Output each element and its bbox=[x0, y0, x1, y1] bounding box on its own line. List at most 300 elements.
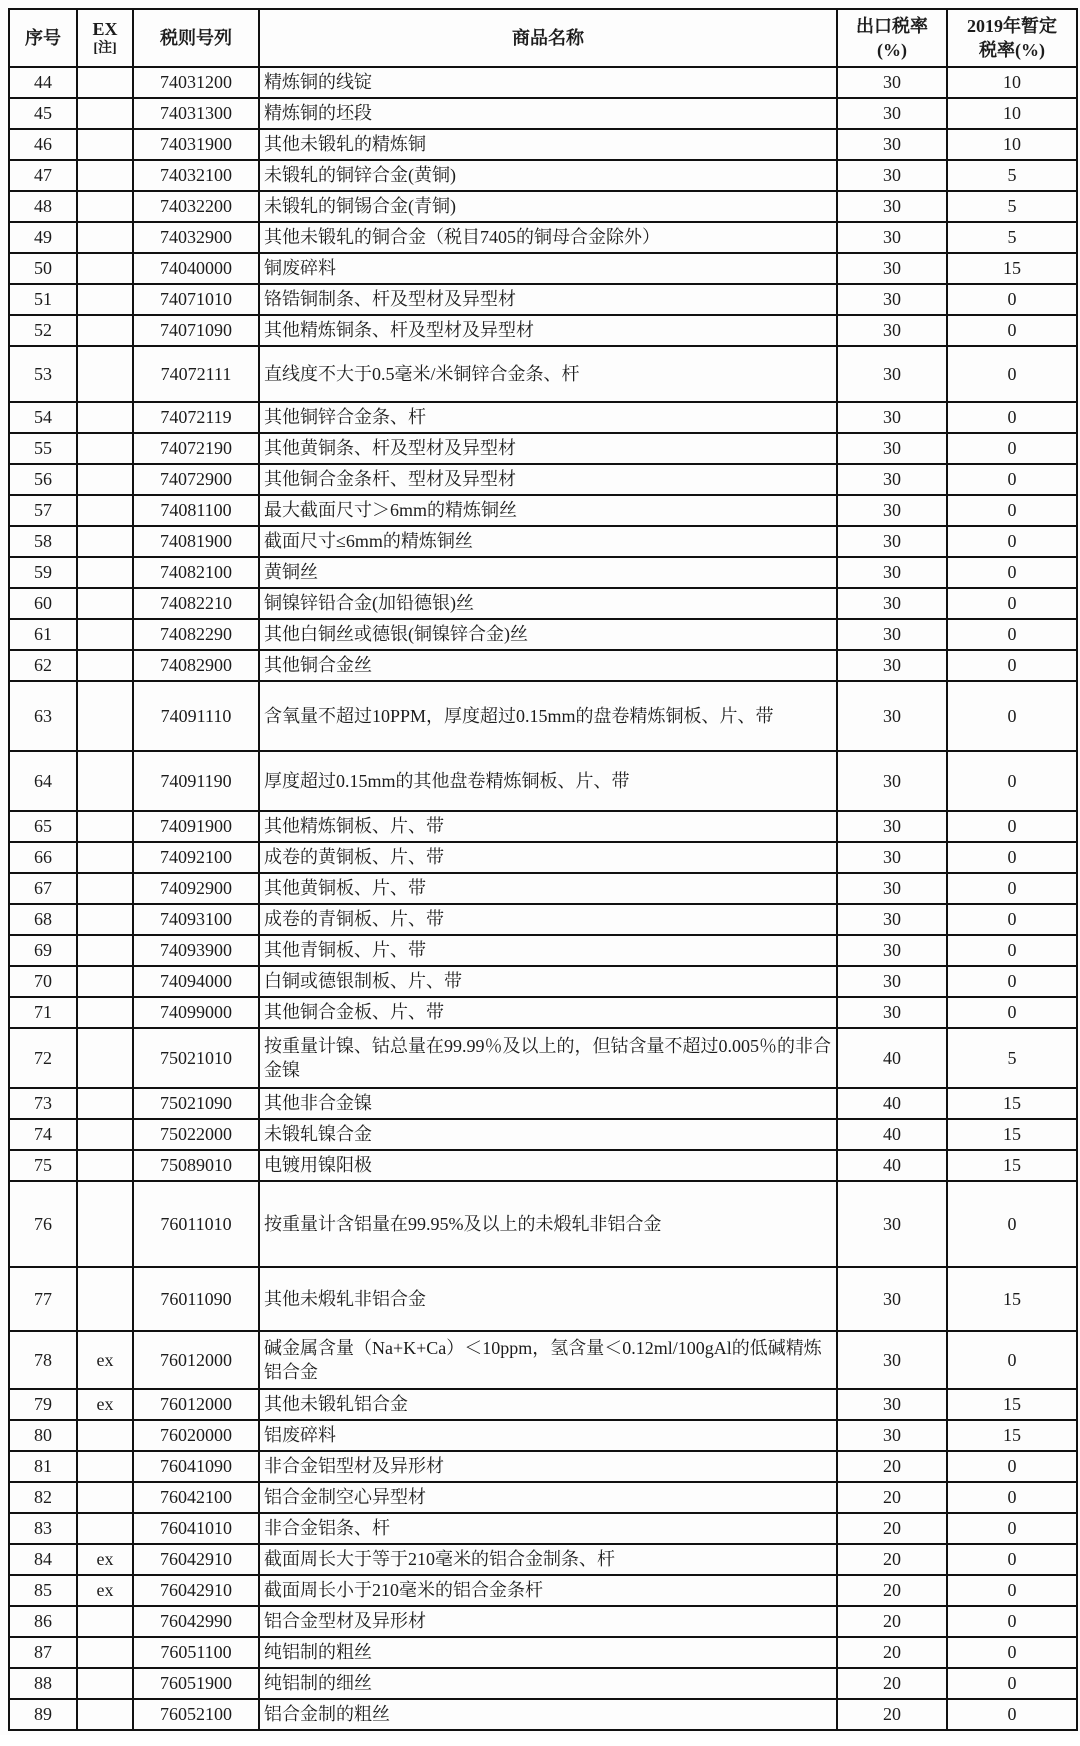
table-row bbox=[9, 253, 1077, 284]
cell-serial-number: 61 bbox=[9, 619, 77, 650]
cell-provisional-rate: 10 bbox=[947, 67, 1077, 98]
cell-provisional-rate: 0 bbox=[947, 1668, 1077, 1699]
table-row bbox=[9, 67, 1077, 98]
cell-tariff-code: 74071010 bbox=[133, 284, 259, 315]
cell-ex-flag bbox=[77, 904, 133, 935]
cell-provisional-rate: 0 bbox=[947, 681, 1077, 751]
cell-tariff-code: 74081900 bbox=[133, 526, 259, 557]
cell-export-rate: 30 bbox=[837, 681, 947, 751]
table-row bbox=[9, 966, 1077, 997]
cell-tariff-code: 74091900 bbox=[133, 811, 259, 842]
cell-serial-number: 87 bbox=[9, 1637, 77, 1668]
cell-serial-number: 49 bbox=[9, 222, 77, 253]
cell-ex-flag bbox=[77, 751, 133, 811]
table-row bbox=[9, 495, 1077, 526]
cell-product-name: 精炼铜的坯段 bbox=[259, 98, 837, 129]
col-header-serial-label: 序号 bbox=[25, 27, 61, 48]
cell-serial-number: 75 bbox=[9, 1150, 77, 1181]
cell-export-rate: 30 bbox=[837, 98, 947, 129]
cell-provisional-rate: 0 bbox=[947, 464, 1077, 495]
cell-serial-number: 50 bbox=[9, 253, 77, 284]
table-row bbox=[9, 681, 1077, 751]
cell-product-name: 其他黄铜条、杆及型材及异型材 bbox=[259, 433, 837, 464]
cell-product-name: 直线度不大于0.5毫米/米铜锌合金条、杆 bbox=[259, 346, 837, 402]
cell-provisional-rate: 0 bbox=[947, 751, 1077, 811]
cell-provisional-rate: 0 bbox=[947, 650, 1077, 681]
cell-provisional-rate: 5 bbox=[947, 160, 1077, 191]
cell-product-name: 铝废碎料 bbox=[259, 1420, 837, 1451]
cell-tariff-code: 76042910 bbox=[133, 1575, 259, 1606]
col-header-product-name-label: 商品名称 bbox=[512, 27, 584, 48]
cell-tariff-code: 76052100 bbox=[133, 1699, 259, 1730]
cell-export-rate: 30 bbox=[837, 966, 947, 997]
cell-export-rate: 30 bbox=[837, 284, 947, 315]
table-row bbox=[9, 346, 1077, 402]
table-row bbox=[9, 751, 1077, 811]
table-body bbox=[9, 67, 1077, 1730]
table-row bbox=[9, 315, 1077, 346]
cell-serial-number: 67 bbox=[9, 873, 77, 904]
cell-export-rate: 30 bbox=[837, 997, 947, 1028]
cell-serial-number: 63 bbox=[9, 681, 77, 751]
cell-serial-number: 54 bbox=[9, 402, 77, 433]
cell-export-rate: 30 bbox=[837, 873, 947, 904]
cell-ex-flag bbox=[77, 98, 133, 129]
cell-tariff-code: 74094000 bbox=[133, 966, 259, 997]
table-row bbox=[9, 1420, 1077, 1451]
cell-provisional-rate: 0 bbox=[947, 1606, 1077, 1637]
cell-ex-flag bbox=[77, 346, 133, 402]
cell-ex-flag: ex bbox=[77, 1544, 133, 1575]
cell-tariff-code: 74032100 bbox=[133, 160, 259, 191]
col-header-ex-label: EX bbox=[92, 19, 118, 40]
cell-product-name: 未锻轧的铜锌合金(黄铜) bbox=[259, 160, 837, 191]
cell-provisional-rate: 15 bbox=[947, 1119, 1077, 1150]
col-header-export-rate bbox=[837, 9, 947, 67]
cell-ex-flag bbox=[77, 1513, 133, 1544]
cell-serial-number: 65 bbox=[9, 811, 77, 842]
cell-ex-flag bbox=[77, 464, 133, 495]
cell-product-name: 成卷的青铜板、片、带 bbox=[259, 904, 837, 935]
cell-product-name: 成卷的黄铜板、片、带 bbox=[259, 842, 837, 873]
cell-provisional-rate: 0 bbox=[947, 557, 1077, 588]
cell-tariff-code: 74072111 bbox=[133, 346, 259, 402]
cell-product-name: 电镀用镍阳极 bbox=[259, 1150, 837, 1181]
cell-product-name: 其他铜锌合金条、杆 bbox=[259, 402, 837, 433]
table-row bbox=[9, 433, 1077, 464]
cell-export-rate: 20 bbox=[837, 1637, 947, 1668]
cell-export-rate: 30 bbox=[837, 904, 947, 935]
cell-serial-number: 82 bbox=[9, 1482, 77, 1513]
cell-ex-flag bbox=[77, 650, 133, 681]
cell-export-rate: 20 bbox=[837, 1513, 947, 1544]
cell-tariff-code: 74093100 bbox=[133, 904, 259, 935]
cell-serial-number: 68 bbox=[9, 904, 77, 935]
cell-export-rate: 30 bbox=[837, 811, 947, 842]
cell-tariff-code: 76011010 bbox=[133, 1181, 259, 1267]
cell-export-rate: 30 bbox=[837, 67, 947, 98]
table-row bbox=[9, 191, 1077, 222]
cell-provisional-rate: 15 bbox=[947, 1267, 1077, 1331]
cell-ex-flag bbox=[77, 1637, 133, 1668]
cell-tariff-code: 75021090 bbox=[133, 1088, 259, 1119]
table-row bbox=[9, 402, 1077, 433]
cell-tariff-code: 75089010 bbox=[133, 1150, 259, 1181]
cell-provisional-rate: 10 bbox=[947, 98, 1077, 129]
cell-serial-number: 53 bbox=[9, 346, 77, 402]
cell-serial-number: 59 bbox=[9, 557, 77, 588]
cell-ex-flag bbox=[77, 873, 133, 904]
cell-serial-number: 81 bbox=[9, 1451, 77, 1482]
table-row bbox=[9, 873, 1077, 904]
cell-ex-flag bbox=[77, 681, 133, 751]
cell-tariff-code: 74099000 bbox=[133, 997, 259, 1028]
col-header-export-rate-unit: (%) bbox=[877, 40, 907, 60]
cell-tariff-code: 74031200 bbox=[133, 67, 259, 98]
cell-serial-number: 44 bbox=[9, 67, 77, 98]
cell-serial-number: 64 bbox=[9, 751, 77, 811]
cell-ex-flag bbox=[77, 619, 133, 650]
cell-ex-flag bbox=[77, 1482, 133, 1513]
cell-ex-flag bbox=[77, 495, 133, 526]
cell-provisional-rate: 15 bbox=[947, 1150, 1077, 1181]
cell-serial-number: 58 bbox=[9, 526, 77, 557]
cell-product-name: 其他黄铜板、片、带 bbox=[259, 873, 837, 904]
cell-product-name: 含氧量不超过10PPM，厚度超过0.15mm的盘卷精炼铜板、片、带 bbox=[259, 681, 837, 751]
cell-ex-flag bbox=[77, 160, 133, 191]
table-row bbox=[9, 526, 1077, 557]
cell-tariff-code: 76020000 bbox=[133, 1420, 259, 1451]
col-header-provisional-rate-label: 2019年暂定 bbox=[967, 15, 1057, 36]
cell-provisional-rate: 5 bbox=[947, 1028, 1077, 1088]
cell-product-name: 其他铜合金条杆、型材及异型材 bbox=[259, 464, 837, 495]
cell-tariff-code: 74072900 bbox=[133, 464, 259, 495]
table-row bbox=[9, 1606, 1077, 1637]
cell-serial-number: 79 bbox=[9, 1389, 77, 1420]
cell-ex-flag bbox=[77, 588, 133, 619]
table-row bbox=[9, 160, 1077, 191]
cell-export-rate: 30 bbox=[837, 346, 947, 402]
table-row bbox=[9, 222, 1077, 253]
table-row bbox=[9, 1150, 1077, 1181]
cell-tariff-code: 76041010 bbox=[133, 1513, 259, 1544]
table-row bbox=[9, 1544, 1077, 1575]
cell-tariff-code: 74082900 bbox=[133, 650, 259, 681]
cell-product-name: 黄铜丝 bbox=[259, 557, 837, 588]
cell-tariff-code: 76051900 bbox=[133, 1668, 259, 1699]
cell-serial-number: 62 bbox=[9, 650, 77, 681]
cell-ex-flag bbox=[77, 1267, 133, 1331]
table-row bbox=[9, 1575, 1077, 1606]
table-row bbox=[9, 1482, 1077, 1513]
table-row bbox=[9, 557, 1077, 588]
col-header-export-rate-label: 出口税率 bbox=[856, 15, 928, 36]
cell-export-rate: 20 bbox=[837, 1699, 947, 1730]
cell-ex-flag bbox=[77, 1181, 133, 1267]
cell-tariff-code: 74032900 bbox=[133, 222, 259, 253]
cell-export-rate: 30 bbox=[837, 935, 947, 966]
cell-serial-number: 66 bbox=[9, 842, 77, 873]
cell-provisional-rate: 0 bbox=[947, 619, 1077, 650]
cell-serial-number: 80 bbox=[9, 1420, 77, 1451]
cell-tariff-code: 74040000 bbox=[133, 253, 259, 284]
table-row bbox=[9, 997, 1077, 1028]
cell-tariff-code: 74091190 bbox=[133, 751, 259, 811]
cell-tariff-code: 76041090 bbox=[133, 1451, 259, 1482]
cell-serial-number: 55 bbox=[9, 433, 77, 464]
cell-product-name: 非合金铝型材及异形材 bbox=[259, 1451, 837, 1482]
cell-product-name: 截面尺寸≤6mm的精炼铜丝 bbox=[259, 526, 837, 557]
cell-product-name: 碱金属含量（Na+K+Ca）＜10ppm，氢含量＜0.12ml/100gAl的低碱精炼铝合金 bbox=[259, 1331, 837, 1389]
cell-product-name: 铜镍锌铅合金(加铅德银)丝 bbox=[259, 588, 837, 619]
cell-ex-flag bbox=[77, 402, 133, 433]
cell-provisional-rate: 0 bbox=[947, 1482, 1077, 1513]
table-row bbox=[9, 284, 1077, 315]
cell-serial-number: 57 bbox=[9, 495, 77, 526]
cell-provisional-rate: 15 bbox=[947, 1088, 1077, 1119]
cell-ex-flag bbox=[77, 284, 133, 315]
cell-tariff-code: 74082100 bbox=[133, 557, 259, 588]
table-row bbox=[9, 1668, 1077, 1699]
cell-product-name: 其他非合金镍 bbox=[259, 1088, 837, 1119]
cell-export-rate: 20 bbox=[837, 1544, 947, 1575]
cell-provisional-rate: 0 bbox=[947, 935, 1077, 966]
cell-serial-number: 48 bbox=[9, 191, 77, 222]
cell-product-name: 非合金铝条、杆 bbox=[259, 1513, 837, 1544]
cell-product-name: 铝合金制的粗丝 bbox=[259, 1699, 837, 1730]
cell-provisional-rate: 0 bbox=[947, 842, 1077, 873]
cell-serial-number: 74 bbox=[9, 1119, 77, 1150]
cell-export-rate: 30 bbox=[837, 253, 947, 284]
col-header-ex-note: [注] bbox=[93, 40, 117, 56]
cell-export-rate: 20 bbox=[837, 1606, 947, 1637]
table-row bbox=[9, 1028, 1077, 1088]
cell-provisional-rate: 0 bbox=[947, 315, 1077, 346]
cell-export-rate: 40 bbox=[837, 1150, 947, 1181]
cell-tariff-code: 76012000 bbox=[133, 1331, 259, 1389]
cell-ex-flag bbox=[77, 1150, 133, 1181]
table-row bbox=[9, 1699, 1077, 1730]
cell-product-name: 其他青铜板、片、带 bbox=[259, 935, 837, 966]
cell-tariff-code: 76051100 bbox=[133, 1637, 259, 1668]
cell-provisional-rate: 5 bbox=[947, 222, 1077, 253]
cell-product-name: 铝合金型材及异形材 bbox=[259, 1606, 837, 1637]
cell-product-name: 其他未锻轧的铜合金（税目7405的铜母合金除外） bbox=[259, 222, 837, 253]
cell-provisional-rate: 0 bbox=[947, 495, 1077, 526]
cell-provisional-rate: 0 bbox=[947, 1513, 1077, 1544]
cell-provisional-rate: 15 bbox=[947, 1420, 1077, 1451]
cell-ex-flag bbox=[77, 1119, 133, 1150]
cell-tariff-code: 74091110 bbox=[133, 681, 259, 751]
cell-tariff-code: 75022000 bbox=[133, 1119, 259, 1150]
cell-product-name: 截面周长大于等于210毫米的铝合金制条、杆 bbox=[259, 1544, 837, 1575]
cell-product-name: 其他精炼铜条、杆及型材及异型材 bbox=[259, 315, 837, 346]
table-header bbox=[9, 9, 1077, 67]
cell-provisional-rate: 0 bbox=[947, 1181, 1077, 1267]
cell-ex-flag bbox=[77, 966, 133, 997]
cell-export-rate: 20 bbox=[837, 1575, 947, 1606]
header-row bbox=[9, 9, 1077, 67]
cell-serial-number: 52 bbox=[9, 315, 77, 346]
cell-serial-number: 84 bbox=[9, 1544, 77, 1575]
cell-tariff-code: 74072119 bbox=[133, 402, 259, 433]
cell-provisional-rate: 0 bbox=[947, 1544, 1077, 1575]
cell-tariff-code: 75021010 bbox=[133, 1028, 259, 1088]
cell-product-name: 其他精炼铜板、片、带 bbox=[259, 811, 837, 842]
cell-serial-number: 72 bbox=[9, 1028, 77, 1088]
cell-serial-number: 51 bbox=[9, 284, 77, 315]
cell-tariff-code: 74082290 bbox=[133, 619, 259, 650]
cell-export-rate: 20 bbox=[837, 1482, 947, 1513]
cell-export-rate: 30 bbox=[837, 526, 947, 557]
cell-export-rate: 30 bbox=[837, 557, 947, 588]
table-row bbox=[9, 588, 1077, 619]
cell-ex-flag bbox=[77, 191, 133, 222]
cell-tariff-code: 74081100 bbox=[133, 495, 259, 526]
table-row bbox=[9, 650, 1077, 681]
cell-product-name: 其他铜合金板、片、带 bbox=[259, 997, 837, 1028]
cell-ex-flag bbox=[77, 433, 133, 464]
cell-tariff-code: 74082210 bbox=[133, 588, 259, 619]
cell-serial-number: 73 bbox=[9, 1088, 77, 1119]
cell-ex-flag bbox=[77, 1451, 133, 1482]
cell-ex-flag bbox=[77, 253, 133, 284]
table-row bbox=[9, 1119, 1077, 1150]
cell-product-name: 其他铜合金丝 bbox=[259, 650, 837, 681]
cell-export-rate: 30 bbox=[837, 1420, 947, 1451]
table-row bbox=[9, 811, 1077, 842]
cell-tariff-code: 74092900 bbox=[133, 873, 259, 904]
cell-tariff-code: 74031300 bbox=[133, 98, 259, 129]
cell-ex-flag bbox=[77, 1699, 133, 1730]
cell-product-name: 最大截面尺寸＞6mm的精炼铜丝 bbox=[259, 495, 837, 526]
cell-provisional-rate: 0 bbox=[947, 811, 1077, 842]
cell-product-name: 按重量计含铝量在99.95%及以上的未煅轧非铝合金 bbox=[259, 1181, 837, 1267]
cell-ex-flag bbox=[77, 315, 133, 346]
cell-tariff-code: 76042910 bbox=[133, 1544, 259, 1575]
cell-export-rate: 30 bbox=[837, 1267, 947, 1331]
table-row bbox=[9, 904, 1077, 935]
tariff-rate-table bbox=[8, 8, 1078, 1731]
cell-serial-number: 71 bbox=[9, 997, 77, 1028]
cell-export-rate: 30 bbox=[837, 222, 947, 253]
cell-serial-number: 83 bbox=[9, 1513, 77, 1544]
cell-provisional-rate: 0 bbox=[947, 526, 1077, 557]
cell-tariff-code: 74031900 bbox=[133, 129, 259, 160]
cell-ex-flag bbox=[77, 129, 133, 160]
cell-ex-flag: ex bbox=[77, 1389, 133, 1420]
col-header-ex bbox=[77, 9, 133, 67]
cell-provisional-rate: 0 bbox=[947, 284, 1077, 315]
table-row bbox=[9, 619, 1077, 650]
cell-product-name: 白铜或德银制板、片、带 bbox=[259, 966, 837, 997]
table-row bbox=[9, 842, 1077, 873]
cell-product-name: 其他未煅轧非铝合金 bbox=[259, 1267, 837, 1331]
col-header-tariff-code-label: 税则号列 bbox=[160, 27, 232, 48]
cell-provisional-rate: 0 bbox=[947, 588, 1077, 619]
cell-provisional-rate: 0 bbox=[947, 1699, 1077, 1730]
cell-ex-flag bbox=[77, 526, 133, 557]
cell-serial-number: 89 bbox=[9, 1699, 77, 1730]
cell-export-rate: 20 bbox=[837, 1668, 947, 1699]
cell-provisional-rate: 5 bbox=[947, 191, 1077, 222]
cell-tariff-code: 74032200 bbox=[133, 191, 259, 222]
table-row bbox=[9, 129, 1077, 160]
cell-serial-number: 45 bbox=[9, 98, 77, 129]
cell-export-rate: 30 bbox=[837, 650, 947, 681]
table-row bbox=[9, 1389, 1077, 1420]
cell-export-rate: 30 bbox=[837, 402, 947, 433]
cell-export-rate: 40 bbox=[837, 1028, 947, 1088]
cell-ex-flag bbox=[77, 1668, 133, 1699]
cell-ex-flag bbox=[77, 811, 133, 842]
cell-export-rate: 30 bbox=[837, 495, 947, 526]
cell-provisional-rate: 0 bbox=[947, 997, 1077, 1028]
cell-tariff-code: 74071090 bbox=[133, 315, 259, 346]
cell-export-rate: 30 bbox=[837, 842, 947, 873]
col-header-product-name bbox=[259, 9, 837, 67]
cell-ex-flag bbox=[77, 67, 133, 98]
table-row bbox=[9, 1088, 1077, 1119]
cell-product-name: 其他未锻轧的精炼铜 bbox=[259, 129, 837, 160]
cell-tariff-code: 76042990 bbox=[133, 1606, 259, 1637]
cell-product-name: 截面周长小于210毫米的铝合金条杆 bbox=[259, 1575, 837, 1606]
cell-product-name: 纯铝制的细丝 bbox=[259, 1668, 837, 1699]
cell-tariff-code: 74093900 bbox=[133, 935, 259, 966]
cell-product-name: 铝合金制空心异型材 bbox=[259, 1482, 837, 1513]
cell-serial-number: 76 bbox=[9, 1181, 77, 1267]
cell-serial-number: 77 bbox=[9, 1267, 77, 1331]
cell-product-name: 其他白铜丝或德银(铜镍锌合金)丝 bbox=[259, 619, 837, 650]
cell-provisional-rate: 0 bbox=[947, 346, 1077, 402]
cell-product-name: 铬锆铜制条、杆及型材及异型材 bbox=[259, 284, 837, 315]
cell-serial-number: 47 bbox=[9, 160, 77, 191]
table-row bbox=[9, 464, 1077, 495]
cell-product-name: 其他未锻轧铝合金 bbox=[259, 1389, 837, 1420]
cell-provisional-rate: 0 bbox=[947, 966, 1077, 997]
cell-serial-number: 86 bbox=[9, 1606, 77, 1637]
cell-tariff-code: 74072190 bbox=[133, 433, 259, 464]
table-row bbox=[9, 935, 1077, 966]
cell-ex-flag bbox=[77, 842, 133, 873]
cell-serial-number: 70 bbox=[9, 966, 77, 997]
cell-product-name: 按重量计镍、钴总量在99.99％及以上的，但钴含量不超过0.005％的非合金镍 bbox=[259, 1028, 837, 1088]
cell-ex-flag bbox=[77, 1028, 133, 1088]
cell-provisional-rate: 0 bbox=[947, 904, 1077, 935]
col-header-tariff-code bbox=[133, 9, 259, 67]
cell-provisional-rate: 0 bbox=[947, 433, 1077, 464]
cell-ex-flag bbox=[77, 935, 133, 966]
cell-export-rate: 30 bbox=[837, 433, 947, 464]
cell-provisional-rate: 15 bbox=[947, 253, 1077, 284]
col-header-serial-number bbox=[9, 9, 77, 67]
cell-serial-number: 78 bbox=[9, 1331, 77, 1389]
cell-export-rate: 30 bbox=[837, 191, 947, 222]
cell-product-name: 未锻轧的铜锡合金(青铜) bbox=[259, 191, 837, 222]
cell-product-name: 纯铝制的粗丝 bbox=[259, 1637, 837, 1668]
cell-export-rate: 30 bbox=[837, 1331, 947, 1389]
cell-export-rate: 40 bbox=[837, 1088, 947, 1119]
cell-export-rate: 40 bbox=[837, 1119, 947, 1150]
cell-ex-flag bbox=[77, 222, 133, 253]
col-header-provisional-rate-unit: 税率(%) bbox=[979, 40, 1045, 60]
col-header-provisional-rate bbox=[947, 9, 1077, 67]
cell-serial-number: 88 bbox=[9, 1668, 77, 1699]
cell-provisional-rate: 0 bbox=[947, 402, 1077, 433]
cell-export-rate: 30 bbox=[837, 464, 947, 495]
table-row bbox=[9, 1331, 1077, 1389]
cell-ex-flag: ex bbox=[77, 1331, 133, 1389]
